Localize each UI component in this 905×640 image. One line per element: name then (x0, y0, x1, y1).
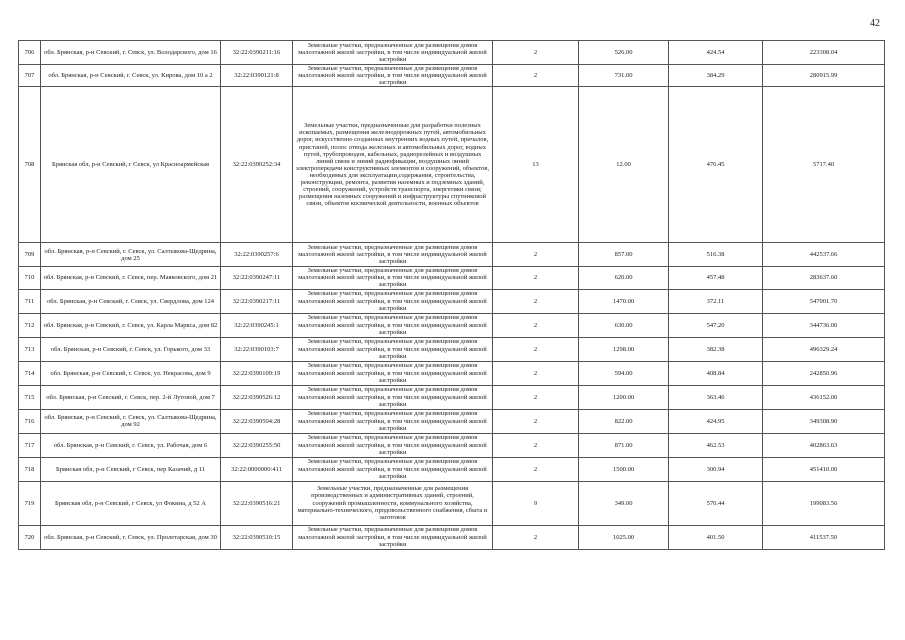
category-code-cell: 2 (493, 65, 579, 87)
area-cell: 1025.00 (579, 525, 669, 549)
land-use-cell: Земельные участки, предназначенные для размещения домов малоэтажной жилой застройки, в том числе индивидуальной жилой застройки (293, 525, 493, 549)
cadastral-value-cell: 5717.40 (763, 87, 885, 243)
unit-value-cell: 516.38 (669, 243, 763, 267)
cadastral-number-cell: 32:22:0390257:6 (221, 243, 293, 267)
address-cell: обл. Брянская, р-н Севский, г. Севск, ул. Кирова, дом 10 а 2 (41, 65, 221, 87)
table-row (19, 385, 885, 409)
land-use-cell: Земельные участки, предназначенные для размещения домов малоэтажной жилой застройки, в том числе индивидуальной жилой застройки (293, 385, 493, 409)
cadastral-value-cell: 242850.96 (763, 361, 885, 385)
table-row (19, 409, 885, 433)
cadastral-number-cell: 32:22:0390109:19 (221, 361, 293, 385)
unit-value-cell: 476.45 (669, 87, 763, 243)
area-cell: 822.00 (579, 409, 669, 433)
table-row (19, 337, 885, 361)
cadastral-value-cell: 451410.00 (763, 457, 885, 481)
category-code-cell: 2 (493, 409, 579, 433)
table-row (19, 65, 885, 87)
category-code-cell: 2 (493, 457, 579, 481)
category-code-cell: 2 (493, 433, 579, 457)
cadastral-number-cell: 32:22:0390245:1 (221, 313, 293, 337)
row-number: 710 (19, 267, 41, 289)
table-row (19, 457, 885, 481)
unit-value-cell: 424.54 (669, 41, 763, 65)
cadastral-value-cell: 442537.66 (763, 243, 885, 267)
cadastral-value-cell: 280915.99 (763, 65, 885, 87)
cadastral-value-cell: 496329.24 (763, 337, 885, 361)
category-code-cell: 2 (493, 525, 579, 549)
row-number: 716 (19, 409, 41, 433)
unit-value-cell: 424.95 (669, 409, 763, 433)
area-cell: 1500.00 (579, 457, 669, 481)
land-use-cell: Земельные участки, предназначенные для размещения домов малоэтажной жилой застройки, в том числе индивидуальной жилой застройки (293, 243, 493, 267)
table-row (19, 87, 885, 243)
cadastral-number-cell: 32:22:0390510:15 (221, 525, 293, 549)
category-code-cell: 9 (493, 481, 579, 525)
row-number: 713 (19, 337, 41, 361)
cadastral-value-cell: 344736.00 (763, 313, 885, 337)
table-row (19, 433, 885, 457)
row-number: 711 (19, 289, 41, 313)
row-number: 707 (19, 65, 41, 87)
cadastral-value-cell: 199083.56 (763, 481, 885, 525)
table-row (19, 525, 885, 549)
unit-value-cell: 300.94 (669, 457, 763, 481)
area-cell: 349.00 (579, 481, 669, 525)
land-use-cell: Земельные участки, предназначенные для размещения производственных и административных зданий, строений, сооружений промышленности, коммунального хозяйства, материально-технического, продовольственного снабжения, сбыта и заготовок (293, 481, 493, 525)
area-cell: 12.00 (579, 87, 669, 243)
row-number: 712 (19, 313, 41, 337)
row-number: 709 (19, 243, 41, 267)
row-number: 720 (19, 525, 41, 549)
category-code-cell: 13 (493, 87, 579, 243)
cadastral-value-cell: 283637.60 (763, 267, 885, 289)
land-use-cell: Земельные участки, предназначенные для размещения домов малоэтажной жилой застройки, в том числе индивидуальной жилой застройки (293, 313, 493, 337)
cadastral-number-cell: 32:22:0390504:28 (221, 409, 293, 433)
address-cell: обл. Брянская, р-н Севский, г. Севск, ул. Салтыкова-Щедрина, дом 92 (41, 409, 221, 433)
category-code-cell: 2 (493, 313, 579, 337)
area-cell: 526.00 (579, 41, 669, 65)
unit-value-cell: 547.20 (669, 313, 763, 337)
cadastral-value-cell: 547001.70 (763, 289, 885, 313)
unit-value-cell: 401.50 (669, 525, 763, 549)
category-code-cell: 2 (493, 337, 579, 361)
unit-value-cell: 408.84 (669, 361, 763, 385)
cadastral-value-cell: 402863.63 (763, 433, 885, 457)
land-use-cell: Земельные участки, предназначенные для размещения домов малоэтажной жилой застройки, в том числе индивидуальной жилой застройки (293, 41, 493, 65)
row-number: 718 (19, 457, 41, 481)
table-row (19, 41, 885, 65)
address-cell: Брянская обл, р-н Севский, г Севск, ул Фокина, д 52 А (41, 481, 221, 525)
cadastral-number-cell: 32:22:0390247:11 (221, 267, 293, 289)
category-code-cell: 2 (493, 289, 579, 313)
area-cell: 1298.00 (579, 337, 669, 361)
cadastral-value-cell: 223308.04 (763, 41, 885, 65)
address-cell: обл. Брянская, р-н Севский, г. Севск, ул. Володарского, дом 16 (41, 41, 221, 65)
area-cell: 857.00 (579, 243, 669, 267)
row-number: 719 (19, 481, 41, 525)
category-code-cell: 2 (493, 267, 579, 289)
category-code-cell: 2 (493, 41, 579, 65)
area-cell: 630.00 (579, 313, 669, 337)
address-cell: обл. Брянская, р-н Севский, г. Севск, ул. Рабочая, дом 6 (41, 433, 221, 457)
land-use-cell: Земельные участки, предназначенные для размещения домов малоэтажной жилой застройки, в том числе индивидуальной жилой застройки (293, 65, 493, 87)
area-cell: 871.00 (579, 433, 669, 457)
table-row (19, 289, 885, 313)
unit-value-cell: 372.11 (669, 289, 763, 313)
address-cell: обл. Брянская, р-н Севский, г. Севск, пер. Маяковского, дом 21 (41, 267, 221, 289)
address-cell: обл. Брянская, р-н Севский, г. Севск, ул. Горького, дом 33 (41, 337, 221, 361)
category-code-cell: 2 (493, 243, 579, 267)
page-number: 42 (870, 18, 880, 29)
land-use-cell: Земельные участки, предназначенные для размещения домов малоэтажной жилой застройки, в том числе индивидуальной жилой застройки (293, 337, 493, 361)
category-code-cell: 2 (493, 361, 579, 385)
area-cell: 594.00 (579, 361, 669, 385)
table-row (19, 313, 885, 337)
unit-value-cell: 570.44 (669, 481, 763, 525)
address-cell: Брянская обл, р-н Севский, г Севск, пер Казачий, д 11 (41, 457, 221, 481)
land-use-cell: Земельные участки, предназначенные для разработки полезных ископаемых, размещения железнодорожных путей, автомобильных дорог, искусственно созданных внутренних водных путей, причалов, пристаней, полос отвода железных и автомобильных дорог, водных путей, трубопроводов, кабельных, радиорелейных и воздушных линий связи и линий радиофикации, воздушных линий электропередачи конструктивных элементов и сооружений, объектов, необходимых для эксплуатации,содержания, строительства, реконструкции, ремонта, развития наземных и подземных зданий, строений, сооружений, устройств транспорта, энергетики связи; размещения наземных сооружений и инфраструктуры спутниковой связи, объектов космической деятельности, военных объектов (293, 87, 493, 243)
cadastral-number-cell: 32:22:0390516:21 (221, 481, 293, 525)
unit-value-cell: 363.46 (669, 385, 763, 409)
table-row (19, 243, 885, 267)
land-use-cell: Земельные участки, предназначенные для размещения домов малоэтажной жилой застройки, в том числе индивидуальной жилой застройки (293, 361, 493, 385)
area-cell: 1470.00 (579, 289, 669, 313)
cadastral-value-cell: 411537.50 (763, 525, 885, 549)
land-use-cell: Земельные участки, предназначенные для размещения домов малоэтажной жилой застройки, в том числе индивидуальной жилой застройки (293, 289, 493, 313)
address-cell: обл. Брянская, р-н Севский, г. Севск, ул. Некрасова, дом 9 (41, 361, 221, 385)
cadastral-number-cell: 32:22:0390255:50 (221, 433, 293, 457)
cadastral-number-cell: 32:22:0390121:8 (221, 65, 293, 87)
address-cell: обл. Брянская, р-н Севский, г. Севск, ул. Карла Маркса, дом 82 (41, 313, 221, 337)
land-use-cell: Земельные участки, предназначенные для размещения домов малоэтажной жилой застройки, в том числе индивидуальной жилой застройки (293, 409, 493, 433)
cadastral-number-cell: 32:22:0390526:12 (221, 385, 293, 409)
area-cell: 731.00 (579, 65, 669, 87)
unit-value-cell: 384.29 (669, 65, 763, 87)
area-cell: 620.00 (579, 267, 669, 289)
land-register-table (18, 40, 885, 550)
table-row (19, 361, 885, 385)
row-number: 708 (19, 87, 41, 243)
cadastral-number-cell: 32:22:0390211:16 (221, 41, 293, 65)
address-cell: обл. Брянская, р-н Севский, г. Севск, ул. Свердлова, дом 124 (41, 289, 221, 313)
cadastral-value-cell: 436152.00 (763, 385, 885, 409)
row-number: 714 (19, 361, 41, 385)
cadastral-number-cell: 32:22:0390217:11 (221, 289, 293, 313)
area-cell: 1200.00 (579, 385, 669, 409)
land-use-cell: Земельные участки, предназначенные для размещения домов малоэтажной жилой застройки, в том числе индивидуальной жилой застройки (293, 433, 493, 457)
land-use-cell: Земельные участки, предназначенные для размещения домов малоэтажной жилой застройки, в том числе индивидуальной жилой застройки (293, 457, 493, 481)
category-code-cell: 2 (493, 385, 579, 409)
cadastral-number-cell: 32:22:0390252:34 (221, 87, 293, 243)
cadastral-value-cell: 349308.90 (763, 409, 885, 433)
unit-value-cell: 382.38 (669, 337, 763, 361)
row-number: 706 (19, 41, 41, 65)
land-use-cell: Земельные участки, предназначенные для размещения домов малоэтажной жилой застройки, в том числе индивидуальной жилой застройки (293, 267, 493, 289)
row-number: 717 (19, 433, 41, 457)
address-cell: обл. Брянская, р-н Севский, г. Севск, ул. Салтыкова-Щедрина, дом 25 (41, 243, 221, 267)
unit-value-cell: 457.48 (669, 267, 763, 289)
address-cell: обл. Брянская, р-н Севский, г. Севск, ул. Пролетарская, дом 30 (41, 525, 221, 549)
unit-value-cell: 462.53 (669, 433, 763, 457)
cadastral-number-cell: 32:22:0390103:7 (221, 337, 293, 361)
cadastral-number-cell: 32:22:0000000:411 (221, 457, 293, 481)
address-cell: обл. Брянская, р-н Севский, г. Севск, пер. 2-й Лутовой, дом 7 (41, 385, 221, 409)
table-row (19, 481, 885, 525)
table-row (19, 267, 885, 289)
address-cell: Брянская обл, р-н Севский, г Севск, ул Красноармейская (41, 87, 221, 243)
row-number: 715 (19, 385, 41, 409)
